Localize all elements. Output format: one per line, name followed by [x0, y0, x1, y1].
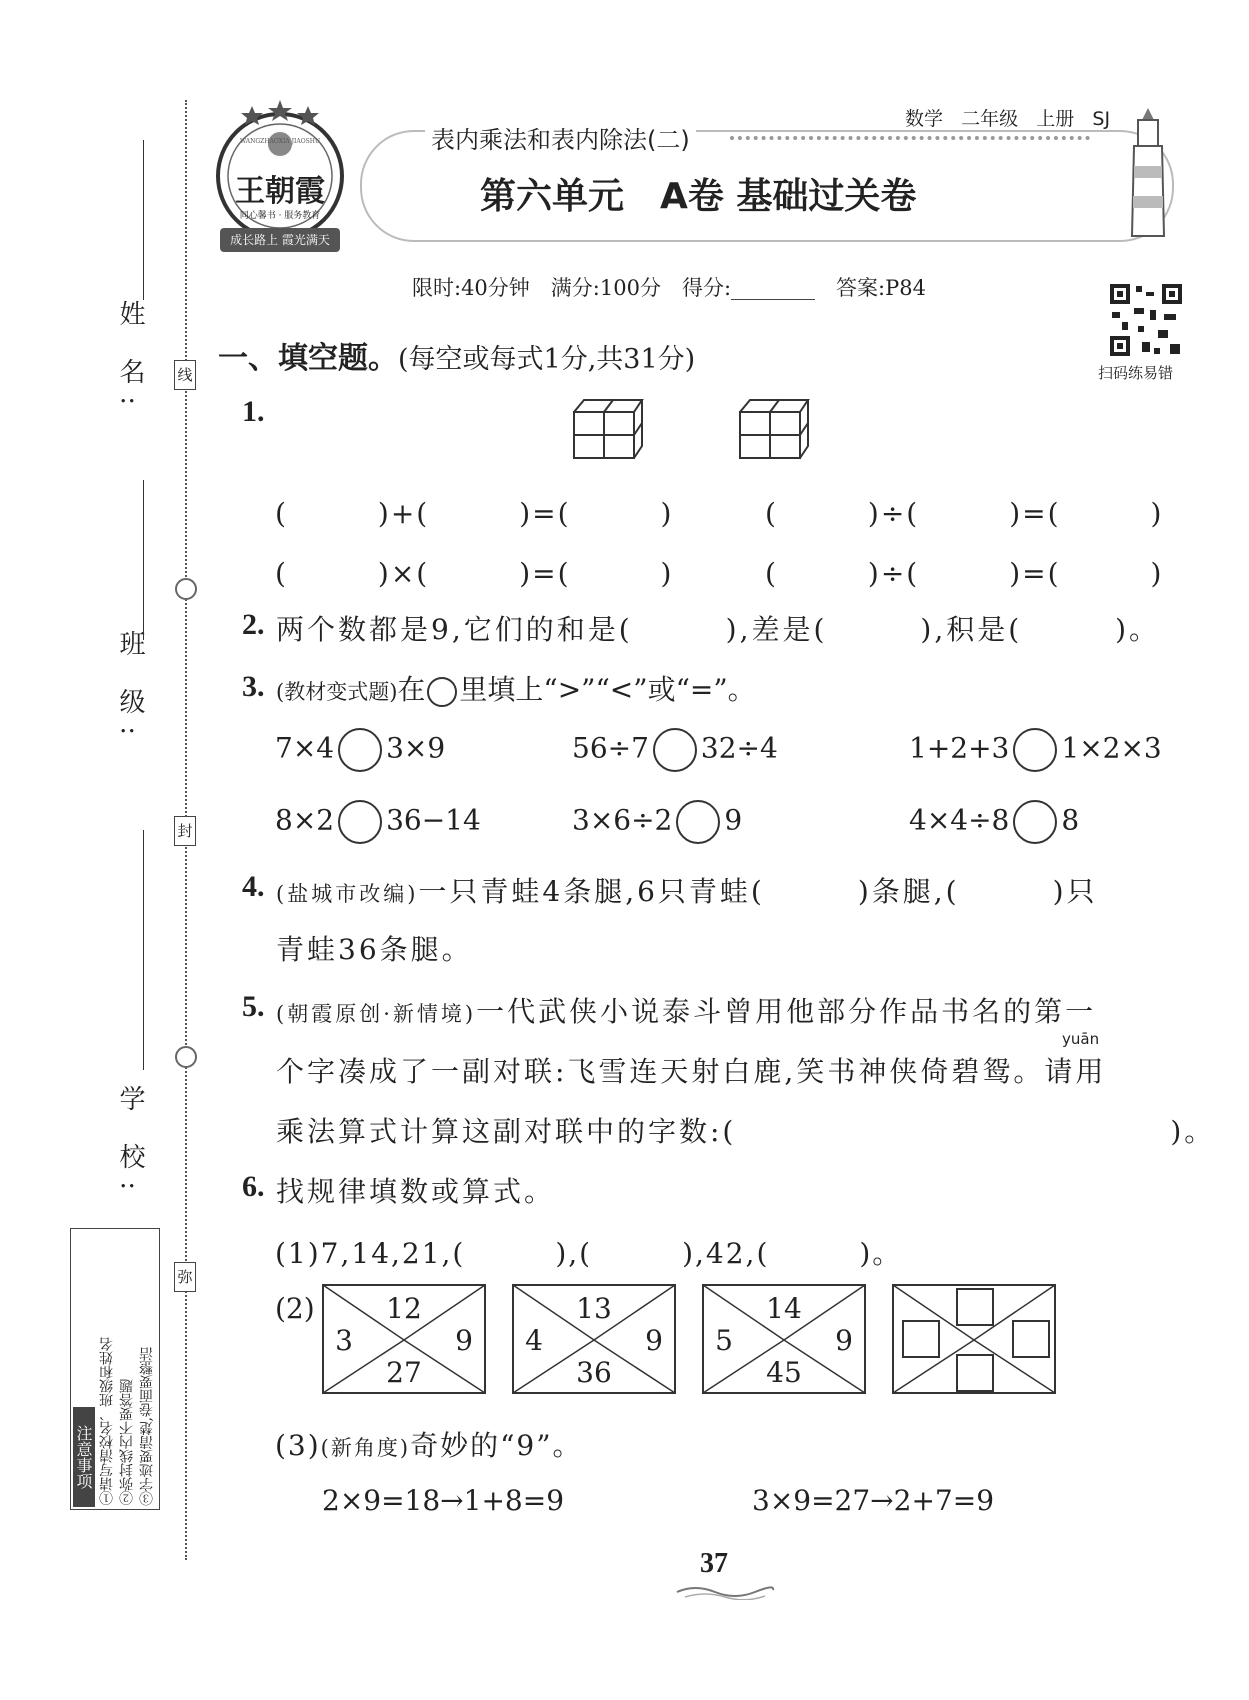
compare-circle[interactable]: [338, 800, 382, 844]
cube-figure: [732, 394, 810, 466]
q3-item-left: 8×2: [275, 803, 335, 837]
q1-row2-left[interactable]: ( )×( )=( ): [275, 557, 674, 590]
q3-item-left: 1+2+3: [909, 731, 1010, 765]
cube-stack-icon: [732, 394, 810, 462]
seal-icon: [175, 578, 197, 600]
volume: 上册: [1036, 108, 1075, 130]
logo-roman: WANGZHAOXIA JIAOSHU: [239, 138, 321, 145]
q5-line3[interactable]: 乘法算式计算这副对联中的字数:( )。: [276, 1115, 1216, 1148]
compare-circle[interactable]: [653, 728, 697, 772]
q3-item-right: 3×9: [386, 731, 446, 765]
q5-number: 5.: [242, 990, 265, 1023]
wave-ornament-icon: [675, 1582, 775, 1604]
compare-circle[interactable]: [1013, 800, 1057, 844]
q5-pinyin: yuān: [1062, 1030, 1100, 1048]
qr-code[interactable]: [1108, 282, 1184, 358]
q4-tag: (盐城市改编): [276, 882, 419, 906]
q3-tag: (教材变式题): [276, 680, 398, 704]
envelope-top: 13: [576, 1292, 612, 1325]
logo-slogan: 同心馨书 · 服务教育: [239, 211, 321, 221]
cube-figure: [566, 394, 644, 466]
answer-box-top[interactable]: [956, 1288, 994, 1326]
envelope-bottom: 27: [386, 1356, 422, 1389]
q3-item-right: 8: [1061, 803, 1080, 837]
q3-item-right: 9: [724, 803, 743, 837]
q1-row1-left[interactable]: ( )+( )=( ): [275, 497, 674, 530]
logo-ribbon: 成长路上 霞光满天: [230, 233, 330, 247]
q4-number: 4.: [242, 870, 265, 903]
q3-item-right: 1×2×3: [1061, 731, 1162, 765]
section-heading: [218, 333, 695, 377]
q3-item-right: 36−14: [386, 803, 481, 837]
subject-info: [905, 104, 1110, 131]
q3-item-left: 7×4: [275, 731, 335, 765]
q3-item-right: 32÷4: [700, 731, 778, 765]
q4-text: 一只青蛙4条腿,6只青蛙( )条腿,( )只: [418, 875, 1098, 908]
q6-text: 找规律填数或算式。: [276, 1175, 556, 1208]
q6-part1[interactable]: (1)7,14,21,( ),( ),42,( )。: [275, 1237, 903, 1270]
q1-number: 1.: [242, 395, 265, 428]
envelope: [702, 1284, 866, 1394]
q1-row2-right[interactable]: ( )÷( )=( ): [765, 557, 1164, 590]
q3-text-b: 里填上“>”“<”或“=”。: [459, 673, 756, 706]
qr-caption: 扫码练易错: [1098, 364, 1174, 382]
seal-mark: 封: [174, 816, 196, 846]
brand-logo: [210, 98, 350, 258]
lighthouse-icon: [1118, 104, 1178, 240]
q6-number: 6.: [242, 1170, 265, 1203]
notice-item-3: ③字迹要清楚,卷面要整洁: [139, 1346, 155, 1505]
q5-line2: 个字凑成了一副对联:飞雪连天射白鹿,笑书神侠倚碧鸳。请用: [276, 1055, 1107, 1088]
compare-circle[interactable]: [1013, 728, 1057, 772]
q5-tag: (朝霞原创·新情境): [276, 1002, 477, 1026]
envelope-bottom: 45: [766, 1356, 802, 1389]
grade: 二年级: [961, 108, 1019, 130]
notice-item-1: ①请写清校名、班级和姓名: [99, 1337, 115, 1505]
name-label: 姓 名:: [115, 300, 145, 418]
q5-text: 一代武侠小说泰斗曾用他部分作品书名的第一: [476, 995, 1097, 1028]
answer-box-bottom[interactable]: [956, 1354, 994, 1392]
envelope-left: 4: [525, 1324, 543, 1357]
name-line[interactable]: [143, 140, 144, 300]
qr-code-icon: [1108, 282, 1184, 358]
q2-text[interactable]: 两个数都是9,它们的和是( ),差是( ),积是( )。: [276, 613, 1161, 646]
q3-prompt: [276, 668, 756, 708]
q3-item-left: 56÷7: [572, 731, 649, 765]
envelope: [322, 1284, 486, 1394]
q3-item-left: 4×4÷8: [909, 803, 1010, 837]
q6-equation-2: 3×9=27→2+7=9: [752, 1484, 995, 1517]
notice-item-2: ②弥封线内不要答题: [119, 1379, 135, 1505]
q4-line2: 青蛙36条腿。: [276, 933, 473, 966]
q6-part3-text: 奇妙的“9”。: [410, 1429, 583, 1462]
unit-subtitle: 表内乘法和表内除法(二): [425, 120, 696, 155]
envelope-left: 5: [715, 1324, 733, 1357]
answer-box-left[interactable]: [902, 1320, 940, 1358]
exam-meta: 限时:40分钟 满分:100分 得分:________ 答案:P84: [412, 276, 926, 300]
page-number: 37: [700, 1548, 728, 1579]
header-dotted-rule: [730, 136, 1090, 140]
answer-box-right[interactable]: [1012, 1320, 1050, 1358]
notice-title: 注意事项: [73, 1407, 95, 1507]
q3-item: [909, 728, 1162, 772]
seal-icon: [175, 1046, 197, 1068]
q2-number: 2.: [242, 608, 265, 641]
q6-part3: [275, 1424, 583, 1464]
q3-item: [275, 728, 445, 772]
class-line[interactable]: [143, 480, 144, 640]
circle-icon: [427, 677, 457, 707]
compare-circle[interactable]: [338, 728, 382, 772]
envelope: [512, 1284, 676, 1394]
envelope-right: 9: [835, 1324, 853, 1357]
q3-text-a: 在: [397, 673, 426, 706]
q3-item: [909, 800, 1079, 844]
unit-title: 第六单元 A卷 基础过关卷: [480, 176, 917, 217]
class-label: 班 级:: [115, 630, 145, 748]
q3-item: [275, 800, 481, 844]
line-mark: 线: [174, 360, 196, 390]
compare-circle[interactable]: [676, 800, 720, 844]
logo-text: 王朝霞: [235, 174, 325, 209]
q3-item: [572, 800, 742, 844]
mi-mark: 弥: [174, 1262, 196, 1292]
q1-row1-right[interactable]: ( )÷( )=( ): [765, 497, 1164, 530]
subject: 数学: [905, 108, 944, 130]
q6-part2-label: (2): [275, 1292, 315, 1325]
q6-part3-tag: (新角度): [320, 1436, 411, 1460]
cube-stack-icon: [566, 394, 644, 462]
q6-part3-label: (3): [275, 1429, 321, 1462]
q5-line1: [276, 990, 1096, 1030]
school-label: 学 校:: [115, 1085, 145, 1203]
envelope-right: 9: [645, 1324, 663, 1357]
edition: SJ: [1092, 108, 1111, 130]
section-title: 一、填空题。: [218, 341, 398, 376]
q3-item-left: 3×6÷2: [572, 803, 673, 837]
school-line[interactable]: [143, 830, 144, 1070]
q3-number: 3.: [242, 670, 265, 703]
envelope-blank: [892, 1284, 1056, 1394]
envelope-right: 9: [455, 1324, 473, 1357]
q3-item: [572, 728, 778, 772]
notice-box: [70, 1228, 160, 1510]
q6-equation-1: 2×9=18→1+8=9: [322, 1484, 565, 1517]
q4-line1[interactable]: [276, 870, 1098, 910]
envelope-top: 14: [766, 1292, 802, 1325]
envelope-left: 3: [335, 1324, 353, 1357]
envelope-bottom: 36: [576, 1356, 612, 1389]
envelope-top: 12: [386, 1292, 422, 1325]
section-note: (每空或每式1分,共31分): [398, 344, 696, 375]
